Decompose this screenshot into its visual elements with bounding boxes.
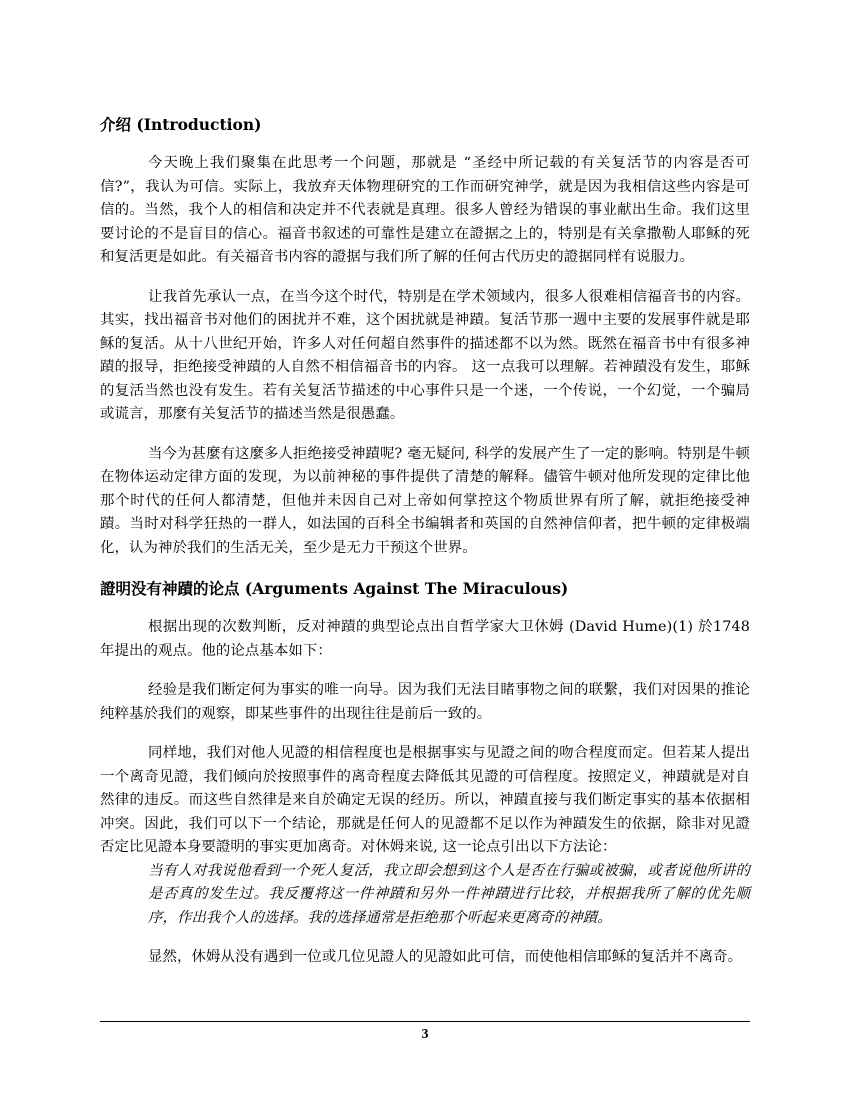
section-heading-arguments: 證明没有神蹟的论点 (Arguments Against The Miraculous) bbox=[100, 579, 569, 598]
hume-quote: 当有人对我说他看到一个死人复活，我立即会想到这个人是否在行骗或被骗，或者说他所讲的是否真的发生过。我反覆将这一件神蹟和另外一件神蹟进行比较，并根据我所了解的优先顺序，作出我个人的选择。我的选择通常是拒绝那个听起来更离奇的神蹟。 bbox=[148, 862, 750, 926]
arguments-paragraph-1: 根据出现的次数判断，反对神蹟的典型论点出自哲学家大卫休姆 (David Hume)(1) 於1748年提出的观点。他的论点基本如下： bbox=[100, 619, 750, 659]
closing-paragraph: 显然，休姆从没有遇到一位或几位见證人的见證如此可信，而使他相信耶稣的复活并不离奇。 bbox=[148, 949, 743, 965]
page-number: 3 bbox=[421, 1027, 429, 1042]
intro-paragraph-2: 让我首先承认一点，在当今这个时代，特别是在学术领域内，很多人很难相信福音书的内容。其实，找出福音书对他们的困扰并不难，这个困扰就是神蹟。复活节那一週中主要的发展事件就是耶稣的复活。从十八世纪开始，许多人对任何超自然事件的描述都不以为然。既然在福音书中有很多神蹟的报导，拒绝接受神蹟的人自然不相信福音书的内容。 这一点我可以理解。若神蹟没有发生，耶稣的复活当然也没有发生。若有关复活节描述的中心事件只是一个迷，一个传说，一个幻觉，一个骗局或谎言，那麼有关复活节的描述当然是很愚蠢。 bbox=[100, 288, 750, 422]
section-heading-introduction: 介绍 (Introduction) bbox=[100, 115, 262, 134]
arguments-paragraph-3: 同样地，我们对他人见證的相信程度也是根据事实与见證之间的吻合程度而定。但若某人提出一个离奇见證，我们倾向於按照事件的离奇程度去降低其见證的可信程度。按照定义，神蹟就是对自然律的违反。而这些自然律是来自於确定无误的经历。所以，神蹟直接与我们断定事实的基本依据相冲突。因此，我们可以下一个结论，那就是任何人的见證都不足以作为神蹟发生的依据，除非对见證否定比见證本身要證明的事实更加离奇。对休姆来说, 这一论点引出以下方法论： bbox=[100, 745, 750, 855]
intro-paragraph-3: 当今为甚麼有这麼多人拒绝接受神蹟呢? 毫无疑问, 科学的发展产生了一定的影响。特别是牛顿在物体运动定律方面的发现，为以前神秘的事件提供了清楚的解释。儘管牛顿对他所发现的定律比他那个时代的任何人都清楚，但他并未因自己对上帝如何掌控这个物质世界有所了解，就拒绝接受神蹟。当时对科学狂热的一群人，如法国的百科全书编辑者和英国的自然神信仰者，把牛顿的定律极端化，认为神於我们的生活无关，至少是无力干预这个世界。 bbox=[100, 445, 750, 556]
footer-divider bbox=[100, 1021, 750, 1022]
arguments-paragraph-2: 经验是我们断定何为事实的唯一向导。因为我们无法目睹事物之间的联繫，我们对因果的推论纯粹基於我们的观察，即某些事件的出现往往是前后一致的。 bbox=[100, 682, 750, 722]
document-body bbox=[100, 112, 750, 986]
intro-paragraph-1: 今天晚上我们聚集在此思考一个问题，那就是 “圣经中所记载的有关复活节的内容是否可信?”，我认为可信。实际上，我放弃天体物理研究的工作而研究神学，就是因为我相信这些内容是可信的。当然，我个人的相信和决定并不代表就是真理。很多人曾经为错误的事业献出生命。我们这里要讨论的不是盲目的信心。福音书叙述的可靠性是建立在證据之上的，特别是有关拿撒勒人耶稣的死和复活更是如此。有关福音书内容的證据与我们所了解的任何古代历史的證据同样有说服力。 bbox=[100, 155, 750, 265]
